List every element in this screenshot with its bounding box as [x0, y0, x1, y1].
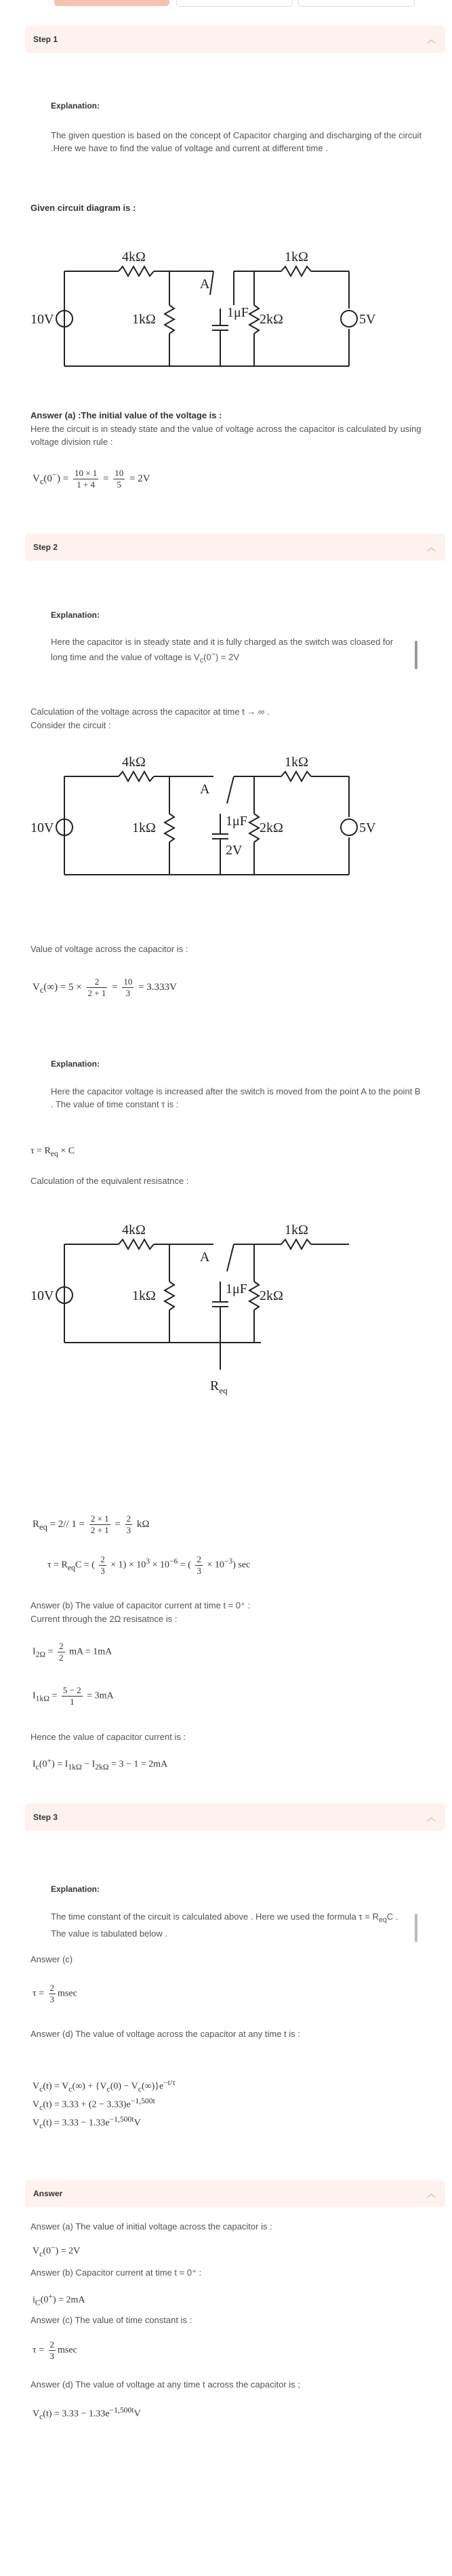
answer-d-text: Answer (d) The value of voltage across the capacitor at any time t is :	[30, 2029, 300, 2039]
value-voltage-text: Value of voltage across the capacitor is :	[30, 944, 188, 954]
source-10v-label: 10V	[30, 312, 54, 327]
capacitor-label: 1μF	[226, 1282, 247, 1296]
answer-title: Answer	[33, 2189, 63, 2198]
hence-current-text: Hence the value of capacitor current is :	[30, 1732, 186, 1742]
req-label: $R_{eq}$	[210, 1379, 228, 1395]
answer-c-label: Answer (c)	[30, 1954, 73, 1964]
formula-req: $R_{eq} = 2//$ 1 = $\frac{2 \times 1}{2 + 1}$ = $\frac{2}{3}$ kΩ	[33, 1513, 150, 1535]
answer-a-summary: Answer (a) The value of initial voltage across the capacitor is :	[30, 2221, 272, 2232]
formula-vc-general: $V_c(t) = V_c(\infty) + \{V_c(0) - V_c(\infty)\}e^{-t/\tau}$	[33, 2078, 176, 2094]
answer-b-formula: $i_C(0^+) = 2mA$	[33, 2292, 85, 2307]
tab-active[interactable]	[54, 0, 169, 6]
answer-d-summary: Answer (d) The value of voltage at any time t across the capacitor is ;	[30, 2379, 300, 2390]
chevron-up-icon[interactable]: ︿	[426, 35, 436, 45]
step-1-header[interactable]	[25, 26, 445, 53]
step-2-header[interactable]	[25, 534, 445, 561]
source-10v-label: 10V	[30, 820, 54, 835]
source-5v-label: 5V	[359, 820, 376, 835]
formula-vc-sub: $V_c(t) = 3.33 + (2 - 3.33)e^{-1,500t}$	[33, 2097, 155, 2112]
step-3-header[interactable]	[25, 1804, 445, 1831]
tab-all-steps[interactable]	[176, 0, 293, 7]
chevron-up-icon[interactable]: ︿	[426, 2189, 436, 2199]
resistor-4k-label: 4kΩ	[122, 1223, 146, 1237]
top-tab-bar	[0, 0, 452, 7]
explanation-label: Explanation:	[51, 101, 100, 111]
step-1-explanation: The given question is based on the concept of Capacitor charging and discharging of the circuit .Here we have to find the value of voltage and current at different time .	[51, 130, 422, 153]
resistor-4k-label: 4kΩ	[122, 250, 146, 264]
chevron-up-icon[interactable]: ︿	[426, 1812, 436, 1823]
answer-d-formula: $V_c(t) = 3.33 - 1.33e^{-1,500t}V$	[33, 2406, 141, 2421]
circuit-diagram-1	[30, 241, 390, 397]
resistor-1k-label: 1kΩ	[132, 1288, 156, 1303]
capacitor-label: 1μF	[226, 814, 247, 829]
source-10v-label: 10V	[30, 1288, 54, 1303]
capacitor-voltage-label: 2V	[226, 843, 243, 858]
step-1-title: Step 1	[33, 35, 58, 44]
answer-b-text: Answer (b) The value of capacitor current at time t = 0⁺ :	[30, 1600, 251, 1610]
resistor-4k-label: 4kΩ	[122, 755, 146, 770]
step-3-explanation-label: Explanation:	[51, 1884, 100, 1894]
current-2-text: Current through the 2Ω resisatnce is :	[30, 1614, 178, 1624]
node-a-label: A	[200, 1250, 210, 1265]
consider-circuit-text: Consider the circuit :	[30, 720, 111, 730]
resistor-1k-label: 1kΩ	[132, 820, 156, 835]
answer-a-formula: $V_c(0^-) = 2V$	[33, 2243, 81, 2259]
tab-answer-only[interactable]	[298, 0, 415, 7]
tau-formula: $\tau = R_{eq} \times C$	[30, 1146, 75, 1158]
answer-c-summary: Answer (c) The value of time constant is :	[30, 2315, 192, 2325]
formula-tau-result: τ = $\frac{2}{3}$ msec	[33, 1983, 77, 2004]
answer-b-summary: Answer (b) Capacitor current at time t = 0⁺ :	[30, 2267, 202, 2278]
step-2-explanation: Here the capacitor is in steady state and it is fully charged as the switch was cloased for long time and the value of voltage is $V_c(0^-) = 2V$	[51, 637, 394, 665]
req-calc-text: Calculation of the equivalent resisatnce :	[30, 1176, 189, 1186]
circuit-diagram-3	[30, 1214, 390, 1397]
formula-i2: $I_{2\Omega}$ = $\frac{2}{2}$ mA = 1mA	[33, 1641, 112, 1663]
node-a-label: A	[200, 277, 210, 292]
explanation-scrollbar[interactable]	[415, 1914, 417, 1942]
answer-header[interactable]	[25, 2180, 445, 2207]
calc-voltage-text: Calculation of the voltage across the capacitor at time t → ∞ .	[30, 707, 270, 717]
formula-ic: $I_c(0^+) = I_{1k\Omega} - I_{2k\Omega} = 3 - 1 = 2mA$	[33, 1756, 168, 1772]
formula-i1k: $I_{1k\Omega}$ = $\frac{5 - 2}{1}$ = 3mA	[33, 1685, 114, 1707]
node-a-label: A	[200, 782, 210, 797]
chevron-up-icon[interactable]: ︿	[426, 542, 436, 553]
formula-vc-infinity: $V_c(\infty) = 5$ × $\frac{2}{2 + 1}$ = $\frac{10}{3}$ = 3.333V	[33, 976, 177, 998]
formula-vc-initial: $V_c(0^-)$ = $\frac{10 \times 1}{1 + 4}$ = $\frac{10}{5}$ = 2V	[33, 468, 150, 490]
step-2-explanation2: Here the capacitor voltage is increased after the switch is moved from the point A to the point B . The value of time constant τ is :	[51, 1086, 421, 1109]
answer-c-formula: τ = $\frac{2}{3}$ msec	[33, 2339, 77, 2361]
step-3-title: Step 3	[33, 1812, 58, 1822]
resistor-2k-label: 2kΩ	[260, 1288, 283, 1303]
resistor-1k-right-label: 1kΩ	[285, 250, 308, 264]
capacitor-label: 1μF	[227, 305, 249, 320]
answer-a-text: Here the circuit is in steady state and the value of voltage across the capacitor is calculated by using voltage division rule :	[30, 424, 422, 447]
resistor-2k-label: 2kΩ	[260, 312, 283, 327]
step-2-explanation-label: Explanation:	[51, 610, 100, 620]
formula-vc-final: $V_c(t) = 3.33 - 1.33e^{-1,500t}V$	[33, 2115, 141, 2131]
resistor-2k-label: 2kΩ	[260, 820, 283, 835]
resistor-1k-right-label: 1kΩ	[285, 755, 308, 770]
given-circuit-label: Given circuit diagram is :	[30, 203, 136, 213]
step-2-title: Step 2	[33, 542, 58, 552]
resistor-1k-right-label: 1kΩ	[285, 1223, 308, 1237]
step-2-explanation2-label: Explanation:	[51, 1059, 100, 1069]
circuit-diagram-2	[30, 746, 396, 909]
answer-a-title: Answer (a) :The initial value of the voltage is :	[30, 410, 222, 420]
explanation-scrollbar[interactable]	[415, 641, 417, 669]
step-3-explanation: The time constant of the circuit is calculated above . Here we used the formula $\tau = R_{eq}C$ . The value is tabulated below .	[51, 1911, 398, 1939]
formula-tau: $\tau = R_{eq}C$ = ( $\frac{2}{3}$ × $1) \times 10^3 \times 10^{-6}$ = ( $\frac{2}{3}$ × $10^{-3}$) sec	[47, 1554, 251, 1576]
resistor-1k-label: 1kΩ	[132, 312, 156, 327]
source-5v-label: 5V	[359, 312, 376, 327]
